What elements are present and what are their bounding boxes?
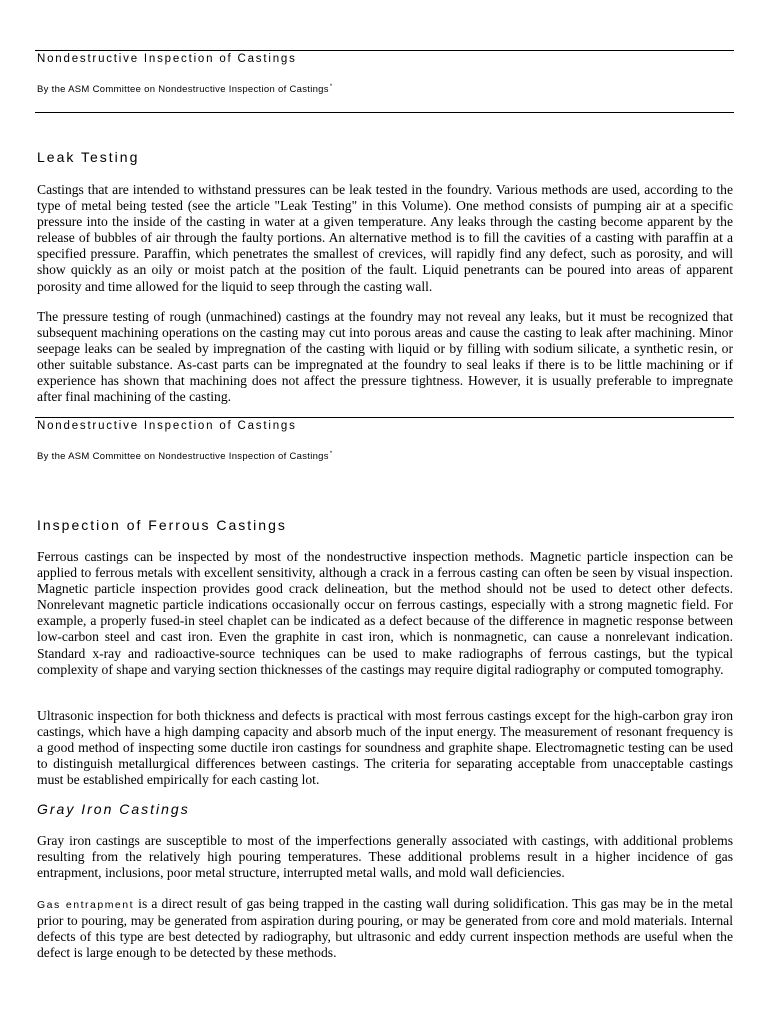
paragraph-gray-iron-2 [37,896,733,961]
header-divider [35,112,734,113]
paragraph-leak-testing-2: The pressure testing of rough (unmachined) castings at the foundry may not reveal any leaks, but it must be recognized that subsequent machining operations on the casting may cut into porous areas and cause the casting to leak after machining. Minor seepage leaks can be sealed by impregnation of the casting with liquid or by filling with sodium silicate, a synthetic resin, or other suitable substance. As-cast parts can be impregnated at the foundry to seal leaks if there is to be little machining or if experience has shown that machining does not affect the pressure tightness. However, it is usually preferable to impregnate after final machining of the casting. [37,309,733,405]
term-gas-entrapment: Gas entrapment [37,899,135,911]
byline [37,84,332,95]
top-rule [35,50,734,51]
byline-footnote-mark-2: * [329,451,333,457]
heading-gray-iron: Gray Iron Castings [37,801,190,817]
paragraph-gray-iron-1: Gray iron castings are susceptible to most of the imperfections generally associated with castings, with additional problems resulting from the relatively high pouring temperatures. These additional problems result in a higher incidence of gas entrapment, inclusions, poor metal structure, interrupted metal walls, and mold wall deficiencies. [37,833,733,881]
section-rule [35,417,734,418]
paragraph-leak-testing-1: Castings that are intended to withstand pressures can be leak tested in the foundry. Various methods are used, according to the type of metal being tested (see the article "Leak Testing" in this Volume). One method consists of pumping air at a specific pressure into the inside of the casting in water at a given temperature. Any leaks through the casting become apparent by the release of bubbles of air through the faulty portions. An alternative method is to fill the cavities of a casting with paraffin at a specified pressure. Paraffin, which penetrates the smallest of crevices, will rapidly find any defect, such as porosity, and will show quickly as an oily or moist patch at the position of the fault. Liquid penetrants can be poured into areas of apparent porosity and time allowed for the liquid to seep through the casting wall. [37,182,733,294]
byline-footnote-mark: * [329,84,333,90]
heading-ferrous-castings: Inspection of Ferrous Castings [37,517,287,533]
paragraph-gray-iron-2-text: is a direct result of gas being trapped in the casting wall during solidification. This gas may be in the metal prior to pouring, may be generated from aspiration during pouring, or may be generated from core and mold materials. Internal defects of this type are best detected by radiography, but ultrasonic and eddy current inspection methods are useful when the defect is large enough to be detected by these methods. [37,896,733,961]
byline-text-2: By the ASM Committee on Nondestructive Inspection of Castings [37,451,329,463]
byline-text: By the ASM Committee on Nondestructive Inspection of Castings [37,84,329,96]
section-header: Nondestructive Inspection of Castings [37,53,297,65]
section-header-2: Nondestructive Inspection of Castings [37,420,297,432]
byline-2 [37,451,332,462]
heading-leak-testing: Leak Testing [37,149,140,165]
paragraph-ferrous-1: Ferrous castings can be inspected by most of the nondestructive inspection methods. Magnetic particle inspection can be applied to ferrous metals with excellent sensitivity, although a crack in a ferrous casting can often be seen by visual inspection. Magnetic particle inspection provides good crack delineation, but the method should not be used to detect other defects. Nonrelevant magnetic particle indications occasionally occur on ferrous castings, especially with a strong magnetic field. For example, a properly fused-in steel chaplet can be indicated as a defect because of the difference in magnetic response between low-carbon steel and cast iron. Even the graphite in cast iron, which is nonmagnetic, can cause a nonrelevant indication. Standard x-ray and radioactive-source techniques can be used to make radiographs of ferrous castings, but the typical complexity of shape and varying section thicknesses of the castings may require digital radiography or computed tomography. [37,549,733,677]
paragraph-ferrous-2: Ultrasonic inspection for both thickness and defects is practical with most ferrous castings except for the high-carbon gray iron castings, which have a high damping capacity and absorb much of the input energy. The measurement of resonant frequency is a good method of inspecting some ductile iron castings for soundness and graphite shape. Electromagnetic testing can be used to distinguish metallurgical differences between castings. The criteria for separating acceptable from unacceptable castings must be established empirically for each casting lot. [37,708,733,788]
